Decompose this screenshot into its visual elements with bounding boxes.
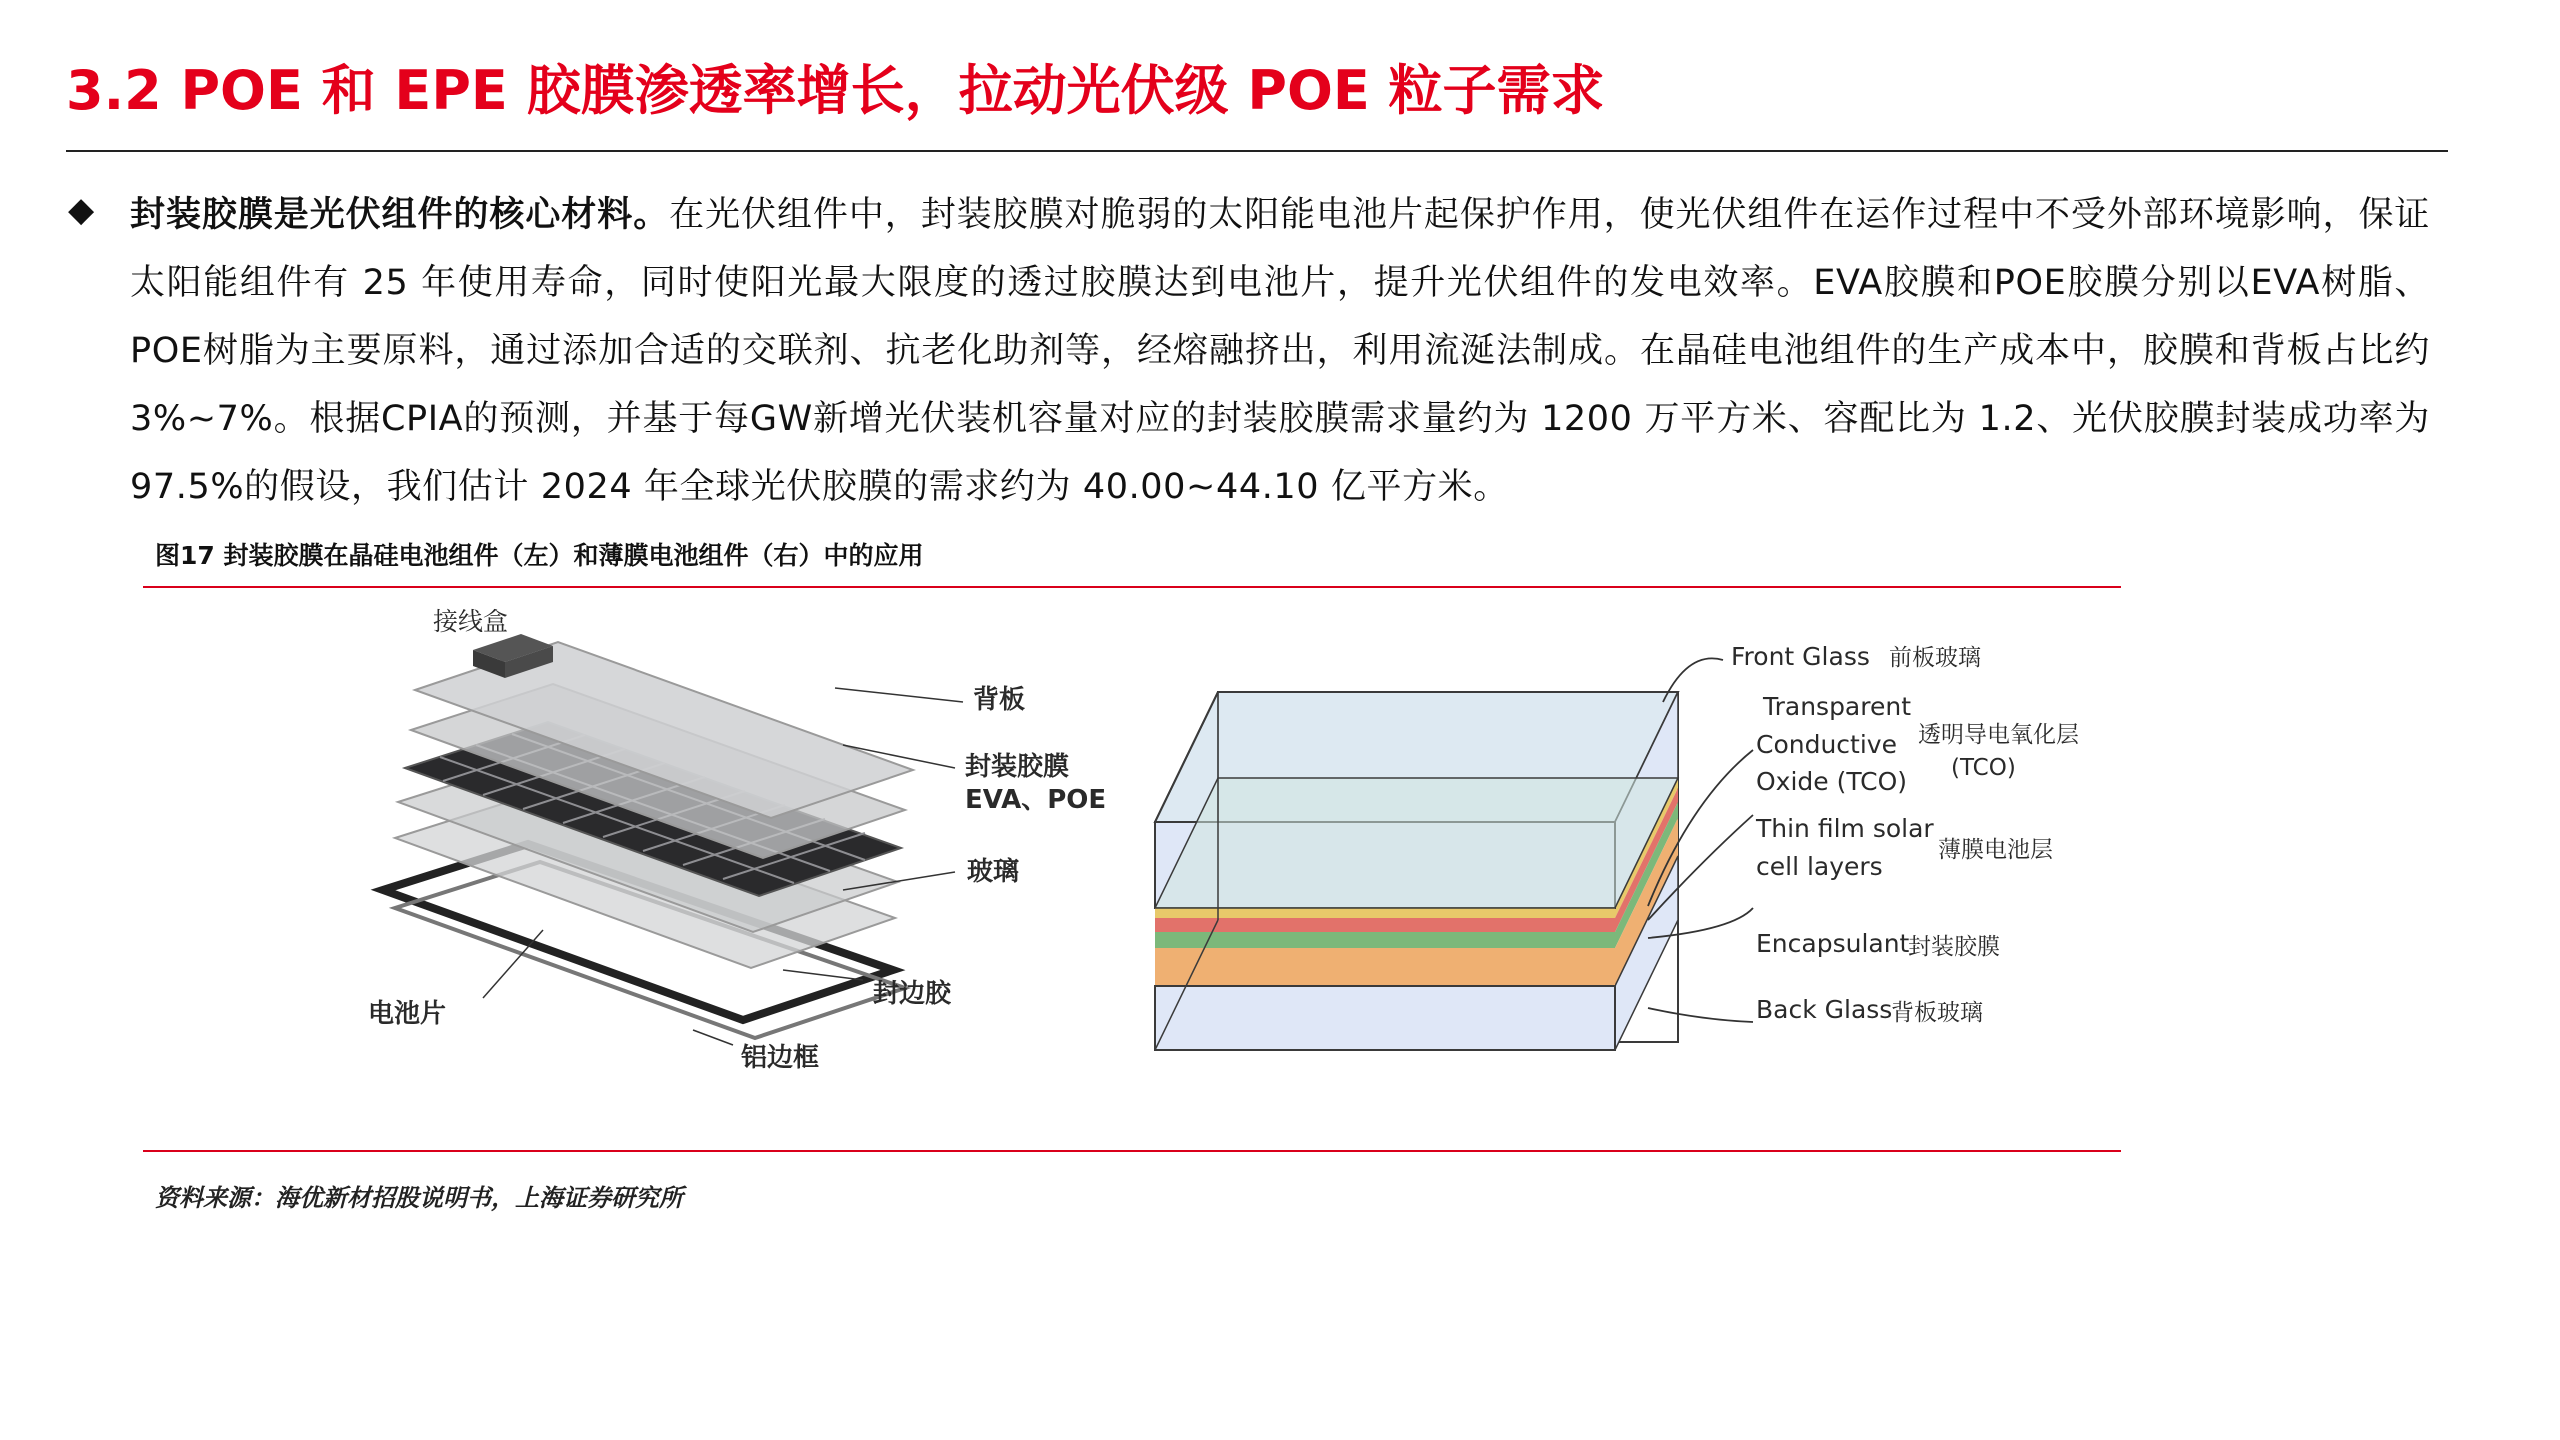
label-tco-en-1: Transparent xyxy=(1763,692,1912,721)
label-tco-cn-2: (TCO) xyxy=(1951,755,2016,781)
label-cell: 电池片 xyxy=(368,999,447,1029)
body-paragraph xyxy=(130,181,2430,521)
bullet-diamond-icon: ◆ xyxy=(68,190,95,230)
label-encapsulant-en: Encapsulant xyxy=(1756,929,1910,958)
title-divider xyxy=(66,150,2448,152)
label-tco-cn-1: 透明导电氧化层 xyxy=(1918,722,2079,748)
figure-illustration xyxy=(143,590,2121,1154)
label-encapsulant-cn: 封装胶膜 xyxy=(1908,934,2000,960)
figure-svg xyxy=(143,590,2121,1150)
label-encapsulant: 封装胶膜 xyxy=(965,752,1070,782)
label-thin-film-cn: 薄膜电池层 xyxy=(1938,837,2053,863)
back-glass-orange-layer xyxy=(1155,948,1615,986)
label-back-glass-cn: 背板玻璃 xyxy=(1891,1000,1983,1026)
label-tco-en-3: Oxide (TCO) xyxy=(1756,767,1908,796)
figure-bottom-divider xyxy=(143,1150,2121,1152)
encapsulant-layer xyxy=(1155,932,1615,948)
label-junction-box: 接线盒 xyxy=(433,607,509,636)
label-thin-film-en-1: Thin film solar xyxy=(1756,814,1934,843)
source-note: 资料来源：海优新材招股说明书，上海证券研究所 xyxy=(155,1184,683,1212)
figure-caption: 图17 封装胶膜在晶硅电池组件（左）和薄膜电池组件（右）中的应用 xyxy=(155,541,924,570)
label-tco-en-2: Conductive xyxy=(1756,730,1897,759)
thin-film-layer xyxy=(1155,918,1615,932)
paragraph-body: 在光伏组件中，封装胶膜对脆弱的太阳能电池片起保护作用，使光伏组件在运作过程中不受外部环境影响，保证太阳能组件有 25 年使用寿命，同时使阳光最大限度的透过胶膜达到电池片，提升光伏组件的发电效率。EVA胶膜和POE胶膜分别以EVA树脂、POE树脂为主要原料，通过添加合适的交联剂、抗老化助剂等，经熔融挤出，利用流涎法制成。在晶硅电池组件的生产成本中，胶膜和背板占比约 3%~7%。根据CPIA的预测，并基于每GW新增光伏装机容量对应的封装胶膜需求量约为 1200 万平方米、容配比为 1.2、光伏胶膜封装成功率为97.5%的假设，我们估计 2024 年全球光伏胶膜的需求约为 40.00~44.10 亿平方米。 xyxy=(130,195,2430,507)
label-thin-film-en-2: cell layers xyxy=(1756,852,1883,881)
label-edge-sealant: 封边胶 xyxy=(873,979,952,1009)
back-glass-layer xyxy=(1155,986,1615,1050)
thin-film-module-diagram xyxy=(1155,642,2079,1050)
label-aluminum-frame: 铝边框 xyxy=(741,1043,820,1073)
label-front-glass-cn: 前板玻璃 xyxy=(1889,645,1981,671)
page-title: 3.2 POE 和 EPE 胶膜渗透率增长，拉动光伏级 POE 粒子需求 xyxy=(66,59,1605,122)
label-encapsulant-types: EVA、POE xyxy=(965,785,1107,815)
caption-divider xyxy=(143,586,2121,588)
paragraph-lead: 封装胶膜是光伏组件的核心材料。 xyxy=(130,195,670,235)
label-backsheet: 背板 xyxy=(973,685,1026,715)
label-glass: 玻璃 xyxy=(967,857,1020,887)
tco-layer xyxy=(1155,908,1615,918)
label-back-glass-en: Back Glass xyxy=(1756,995,1893,1024)
glass-inner-plane xyxy=(1155,778,1678,908)
label-front-glass-en: Front Glass xyxy=(1731,642,1870,671)
crystalline-module-diagram xyxy=(368,607,1106,1073)
